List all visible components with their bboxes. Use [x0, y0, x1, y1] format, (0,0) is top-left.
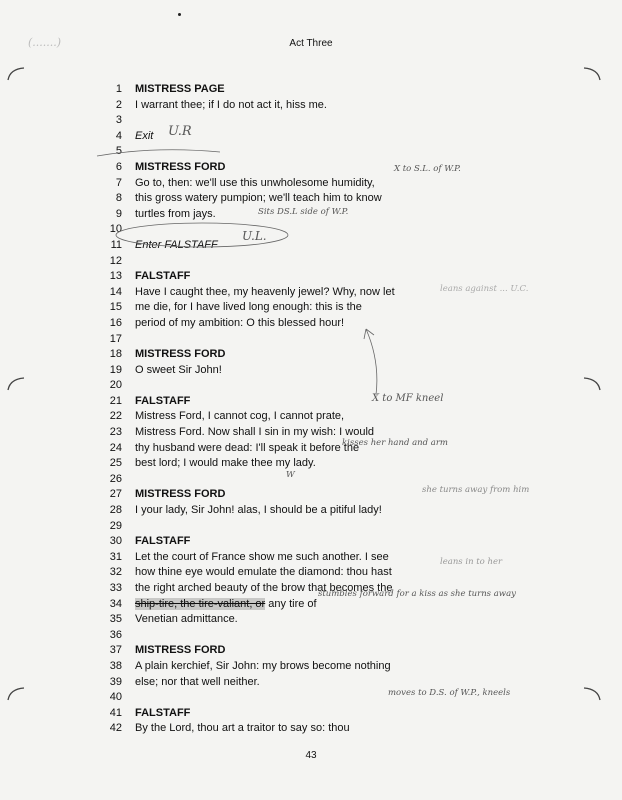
- right-bottom-bracket: [582, 686, 602, 702]
- stage-direction: Enter FALSTAFF: [135, 238, 218, 251]
- script-line: [100, 721, 440, 737]
- speaker-name: MISTRESS FORD: [135, 160, 226, 173]
- line-text: this gross watery pumpion; we'll teach him to know: [135, 192, 382, 205]
- script-line: [100, 191, 440, 207]
- speaker-name: MISTRESS PAGE: [135, 83, 225, 95]
- line-number: 5: [115, 145, 122, 158]
- left-mid-bracket: [6, 376, 26, 392]
- line-text: the right arched beauty of the brow that becomes the: [135, 582, 393, 594]
- page-header: Act Three: [289, 38, 333, 49]
- line-text: Go to, then: we'll use this unwholesome humidity,: [135, 176, 375, 189]
- line-number: 40: [109, 691, 122, 704]
- line-number: 30: [109, 535, 122, 548]
- script-line: [100, 160, 440, 176]
- line-number: 17: [109, 332, 122, 345]
- line-text: best lord; I would make thee my lady.: [135, 457, 316, 470]
- script-line: [100, 176, 440, 192]
- line-number: 25: [109, 457, 122, 470]
- line-text: By the Lord, thou art a traitor to say so: thou: [135, 722, 350, 735]
- right-top-bracket: [582, 66, 602, 82]
- line-number: 42: [109, 722, 122, 735]
- line-number: 32: [109, 566, 122, 579]
- script-line: [100, 82, 440, 98]
- line-text: Have I caught thee, my heavenly jewel? Why, now let: [135, 285, 395, 298]
- stage-direction: Exit: [135, 129, 154, 142]
- line-number: 11: [110, 238, 122, 251]
- line-number: 38: [109, 659, 122, 672]
- line-number: 3: [115, 114, 122, 127]
- line-text-rest: any tire of: [265, 597, 317, 610]
- script-line: [100, 300, 440, 316]
- line-number: 28: [109, 504, 122, 517]
- line-number: 12: [109, 254, 122, 267]
- line-number: 24: [109, 441, 122, 454]
- line-text: me die, for I have lived long enough: this is the: [135, 301, 362, 314]
- script-line: [100, 98, 440, 114]
- speaker-name: FALSTAFF: [135, 706, 191, 719]
- script-line: [100, 659, 440, 675]
- note-leans-in: leans in to her: [440, 557, 503, 567]
- script-line: [100, 534, 440, 550]
- left-bottom-bracket: [6, 686, 26, 702]
- note-leans: leans against ... U.C.: [440, 284, 529, 294]
- speaker-name: FALSTAFF: [135, 535, 191, 548]
- arrow-stroke: [362, 325, 386, 397]
- exit-underline-stroke: [95, 142, 225, 162]
- line-text: O sweet Sir John!: [135, 363, 222, 376]
- line-text: turtles from jays.: [135, 207, 216, 220]
- line-number: 20: [109, 379, 122, 392]
- line-number: 22: [109, 410, 122, 423]
- script-line: [100, 519, 440, 535]
- script-line: [100, 628, 440, 644]
- note-turns: she turns away from him: [422, 485, 530, 495]
- script-line: [100, 378, 440, 394]
- script-line: [100, 487, 440, 503]
- line-text: [135, 597, 317, 613]
- line-number: 16: [109, 316, 122, 329]
- line-number: 31: [109, 550, 122, 563]
- script-line: [100, 269, 440, 285]
- line-number: 4: [115, 129, 122, 142]
- script-line: [100, 347, 440, 363]
- script-line: [100, 254, 440, 270]
- script-line: [100, 612, 440, 628]
- line-number: 27: [109, 488, 122, 501]
- script-line: [100, 316, 440, 332]
- line-number: 37: [109, 644, 122, 657]
- line-number: 7: [115, 176, 122, 189]
- line-text: how thine eye would emulate the diamond: thou hast: [135, 566, 392, 579]
- enter-circle: [112, 219, 294, 251]
- speaker-name: MISTRESS FORD: [135, 488, 226, 501]
- note-sits: Sits DS.L side of W.P.: [258, 207, 349, 217]
- note-stumbles: stumbles forward for a kiss as she turns away: [318, 589, 516, 599]
- line-text: period of my ambition: O this blessed hour!: [135, 316, 345, 329]
- script-line: [100, 332, 440, 348]
- speaker-name: MISTRESS FORD: [135, 644, 226, 657]
- left-top-bracket: [6, 66, 26, 82]
- script-line: [100, 643, 440, 659]
- line-number: 2: [115, 98, 122, 111]
- ink-dot: [178, 13, 181, 16]
- line-text: Let the court of France show me such another. I see: [135, 550, 389, 563]
- note-kisses: kisses her hand and arm: [342, 438, 448, 448]
- speaker-name: MISTRESS FORD: [135, 348, 226, 361]
- line-number: 23: [109, 426, 122, 439]
- line-number: 10: [109, 223, 122, 236]
- struck-text: ship-tire, the tire-valiant, or: [135, 597, 266, 610]
- right-mid-bracket: [582, 376, 602, 392]
- line-number: 35: [109, 613, 122, 626]
- script-line: [100, 472, 440, 488]
- line-text: thy husband were dead: I'll speak it before the: [135, 441, 360, 454]
- note-exit-ur: U.R: [168, 124, 192, 139]
- line-number: 34: [109, 597, 122, 610]
- script-lines: [100, 82, 440, 737]
- note-w-mark: W: [286, 470, 295, 480]
- script-line: [100, 363, 440, 379]
- page-number: 43: [305, 750, 317, 761]
- line-number: 15: [109, 301, 122, 314]
- line-text: Venetian admittance.: [135, 613, 238, 626]
- line-text: Mistress Ford. Now shall I sin in my wish: I would: [135, 426, 375, 439]
- line-text: A plain kerchief, Sir John: my brows become nothing: [135, 659, 391, 672]
- script-line: [100, 565, 440, 581]
- line-text: Mistress Ford, I cannot cog, I cannot prate,: [135, 410, 345, 423]
- line-number: 18: [109, 348, 122, 361]
- script-line: [100, 456, 440, 472]
- line-number: 6: [115, 160, 122, 173]
- line-text: I your lady, Sir John! alas, I should be a pitiful lady!: [135, 504, 382, 517]
- line-text: else; nor that well neither.: [135, 675, 260, 688]
- line-number: 36: [109, 628, 122, 641]
- script-line: [100, 113, 440, 129]
- line-number: 19: [109, 363, 122, 376]
- note-moves: moves to D.S. of W.P., kneels: [388, 688, 511, 698]
- line-number: 1: [115, 83, 122, 95]
- note-x-to-sl: X to S.L. of W.P.: [394, 164, 461, 174]
- line-number: 39: [109, 675, 122, 688]
- line-number: 41: [109, 706, 122, 719]
- speaker-name: FALSTAFF: [135, 270, 191, 283]
- faint-corner-note: (.......): [28, 36, 62, 49]
- script-line: [100, 409, 440, 425]
- script-line: [100, 503, 440, 519]
- line-number: 9: [115, 207, 122, 220]
- line-number: 21: [109, 394, 122, 407]
- script-line: [100, 285, 440, 301]
- note-enter-ul: U.L.: [242, 229, 267, 243]
- line-number: 26: [109, 472, 122, 485]
- speaker-name: FALSTAFF: [135, 394, 191, 407]
- line-text: I warrant thee; if I do not act it, hiss me.: [135, 98, 327, 111]
- note-x-to-mf: X to MF kneel: [372, 393, 444, 404]
- script-line: [100, 550, 440, 566]
- line-number: 33: [109, 582, 122, 594]
- line-number: 8: [115, 192, 122, 205]
- line-number: 14: [109, 285, 122, 298]
- line-number: 13: [109, 270, 122, 283]
- line-number: 29: [109, 519, 122, 532]
- script-line: [100, 706, 440, 722]
